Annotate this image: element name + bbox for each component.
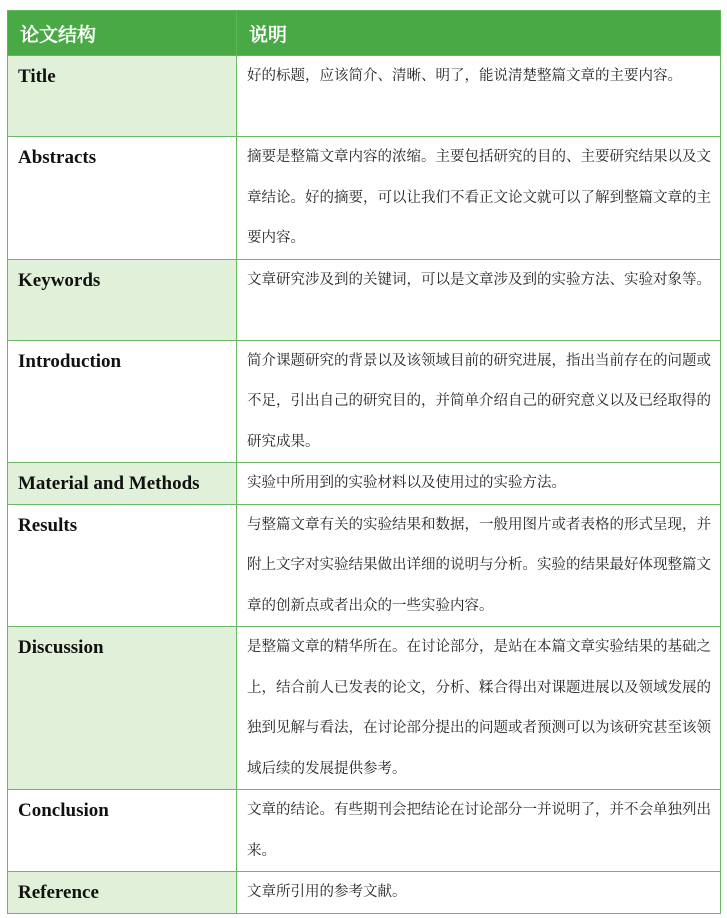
row-term: Results: [8, 504, 237, 627]
row-description: 是整篇文章的精华所在。在讨论部分，是站在本篇文章实验结果的基础之上，结合前人已发表的论文，分析、糅合得出对课题进展以及领域发展的独到见解与看法，在讨论部分提出的问题或者预测可以为该研究甚至该领域后续的发展提供参考。: [237, 627, 721, 790]
table-row: [8, 137, 721, 260]
paper-structure-table: [7, 10, 721, 914]
row-term: Material and Methods: [8, 463, 237, 505]
row-description: 文章的结论。有些期刊会把结论在讨论部分一并说明了，并不会单独列出来。: [237, 790, 721, 872]
table-row: [8, 463, 721, 505]
table-header-row: [8, 11, 721, 56]
header-description: 说明: [237, 11, 721, 56]
row-description: 摘要是整篇文章内容的浓缩。主要包括研究的目的、主要研究结果以及文章结论。好的摘要，可以让我们不看正文论文就可以了解到整篇文章的主要内容。: [237, 137, 721, 260]
row-term: Reference: [8, 872, 237, 914]
table-row: [8, 56, 721, 137]
table-row: [8, 259, 721, 340]
row-description: 简介课题研究的背景以及该领域目前的研究进展，指出当前存在的问题或不足，引出自己的研究目的，并简单介绍自己的研究意义以及已经取得的研究成果。: [237, 340, 721, 463]
row-term: Keywords: [8, 259, 237, 340]
row-term: Abstracts: [8, 137, 237, 260]
table-row: [8, 872, 721, 914]
header-structure: 论文结构: [8, 11, 237, 56]
row-description: 与整篇文章有关的实验结果和数据，一般用图片或者表格的形式呈现，并附上文字对实验结果做出详细的说明与分析。实验的结果最好体现整篇文章的创新点或者出众的一些实验内容。: [237, 504, 721, 627]
row-description: 文章研究涉及到的关键词，可以是文章涉及到的实验方法、实验对象等。: [237, 259, 721, 340]
row-term: Introduction: [8, 340, 237, 463]
table-row: [8, 504, 721, 627]
row-description: 文章所引用的参考文献。: [237, 872, 721, 914]
table-row: [8, 790, 721, 872]
row-term: Discussion: [8, 627, 237, 790]
table-row: [8, 627, 721, 790]
row-term: Title: [8, 56, 237, 137]
row-description: 实验中所用到的实验材料以及使用过的实验方法。: [237, 463, 721, 505]
paper-structure-table-container: [7, 10, 720, 914]
row-description: 好的标题，应该简介、清晰、明了，能说清楚整篇文章的主要内容。: [237, 56, 721, 137]
table-row: [8, 340, 721, 463]
row-term: Conclusion: [8, 790, 237, 872]
